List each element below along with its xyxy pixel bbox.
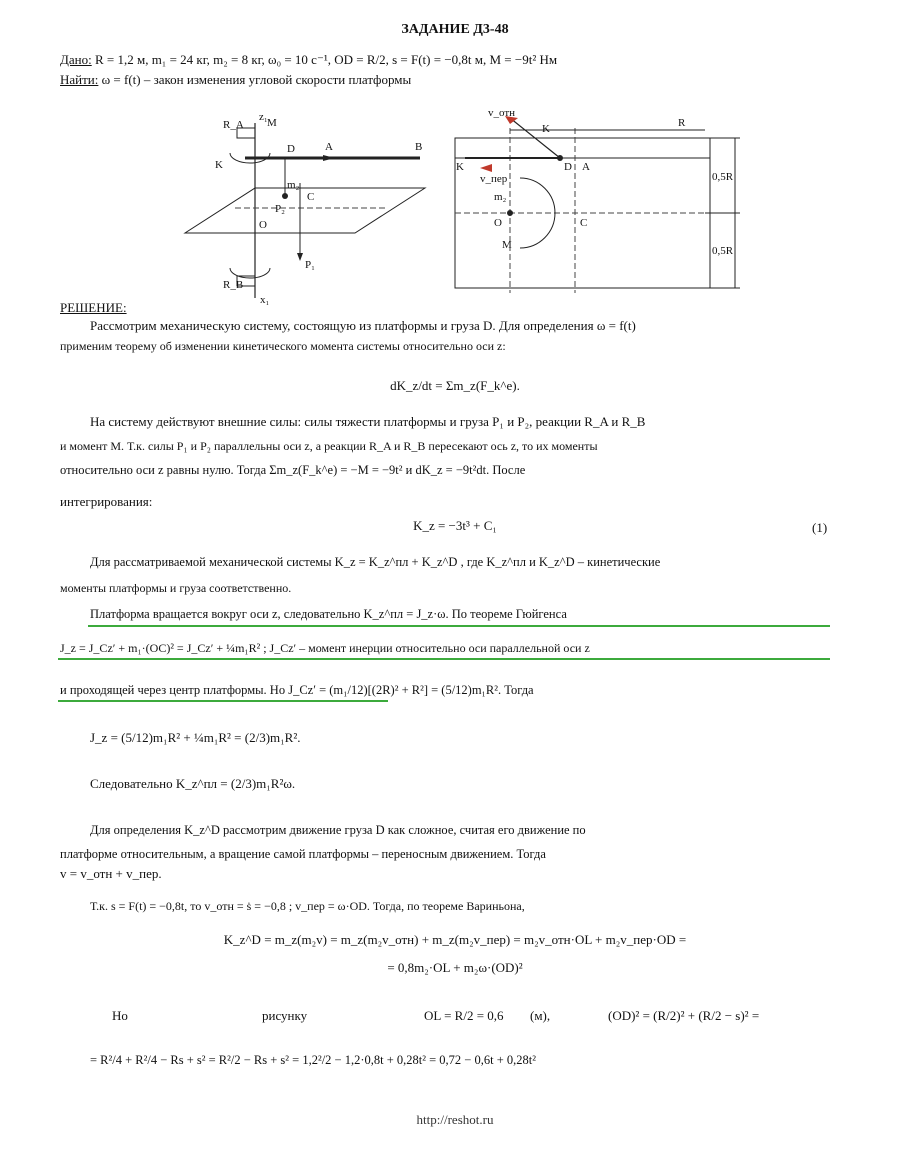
- text-line: рисунку: [262, 1008, 308, 1023]
- fig2-label: D: [564, 161, 572, 173]
- formula-line: J_z = (5/12)m₁R² + ¼m₁R² = (2/3)m₁R².: [90, 730, 301, 745]
- find-text: ω = f(t) – закон изменения угловой скорости платформы: [101, 72, 412, 87]
- fig1-label: P₁: [305, 259, 315, 271]
- text-line: Платформа вращается вокруг оси z, следовательно K_z^пл = J_z·ω. По теореме Гюйгенса: [90, 607, 567, 621]
- find-label: Найти:: [60, 72, 99, 87]
- text-line: На систему действуют внешние силы: силы тяжести платформы и груза P₁ и P₂, реакции R_A и R_B: [90, 414, 646, 429]
- fig1-label: D: [287, 143, 295, 155]
- formula-line: v = v_отн + v_пер.: [60, 866, 162, 881]
- text-line: Для определения K_z^D рассмотрим движение груза D как сложное, считая его движение по: [90, 823, 586, 837]
- figure-platform-3d: [175, 108, 435, 308]
- highlight-underline: [58, 700, 388, 702]
- formula-line: K_z = −3t³ + C₁: [413, 518, 497, 533]
- formula-line: (OD)² = (R/2)² + (R/2 − s)² =: [608, 1008, 760, 1023]
- fig2-label: K: [542, 123, 550, 135]
- fig1-label: C: [307, 191, 315, 203]
- highlight-underline: [58, 658, 830, 660]
- fig1-label: m₂: [287, 179, 300, 191]
- text-line: J_z = J_Cz′ + m₁·(OC)² = J_Cz′ + ¼m₁R² ; J_Cz′ – момент инерции относительно оси параллельной оси z: [60, 641, 590, 655]
- solution-label: РЕШЕНИЕ:: [60, 300, 127, 315]
- text-line: Для рассматриваемой механической системы K_z = K_z^пл + K_z^D , где K_z^пл и K_z^D – кинетические: [90, 555, 661, 569]
- footer-url[interactable]: http://reshot.ru: [416, 1112, 494, 1127]
- formula-line: OL = R/2 = 0,6: [424, 1008, 504, 1023]
- formula-line: = 0,8m₂·OL + m₂ω·(OD)²: [387, 960, 523, 975]
- formula-line: dK_z/dt = Σm_z(F_k^e).: [390, 378, 520, 393]
- fig2-label: R: [678, 117, 686, 129]
- text-line: Т.к. s = F(t) = −0,8t, то v_отн = ṡ = −0,8 ; v_пер = ω·OD. Тогда, по теореме Вариньона,: [90, 899, 525, 913]
- fig1-label: K: [215, 159, 223, 171]
- fig2-label: M: [502, 239, 512, 251]
- fig2-label: A: [582, 161, 590, 173]
- figure-platform-top: [450, 108, 740, 298]
- fig2-label: v_отн: [488, 108, 516, 119]
- text-line: применим теорему об изменении кинетического момента системы относительно оси z:: [60, 339, 506, 353]
- text-line: Но: [112, 1008, 128, 1023]
- fig1-label: B: [415, 141, 423, 153]
- fig2-label: m₂: [494, 191, 507, 203]
- text-line: Рассмотрим механическую систему, состоящую из платформы и груза D. Для определения ω = f(t): [90, 318, 636, 333]
- highlight-underline: [88, 625, 830, 627]
- fig2-label: K: [456, 161, 464, 173]
- formula-line: K_z^D = m_z(m₂v) = m_z(m₂v_отн) + m_z(m₂v_пер) = m₂v_отн·OL + m₂v_пер·OD =: [223, 932, 687, 947]
- text-line: и проходящей через центр платформы. Но J_Cz′ = (m₁/12)[(2R)² + R²] = (5/12)m₁R². Тогда: [60, 683, 534, 697]
- text-line: относительно оси z равны нулю. Тогда Σm_z(F_k^e) = −M = −9t² и dK_z = −9t²dt. После: [60, 463, 526, 477]
- fig1-label: A: [325, 141, 333, 153]
- formula-line: = R²/4 + R²/4 − Rs + s² = R²/2 − Rs + s² = 1,2²/2 − 1,2·0,8t + 0,28t² = 0,72 − 0,6t + 0,28t²: [90, 1053, 536, 1067]
- fig1-label: R_B: [223, 279, 244, 291]
- text-line: моменты платформы и груза соответственно.: [60, 581, 292, 595]
- text-line: (м),: [530, 1008, 551, 1023]
- fig1-label: x₁: [260, 294, 270, 306]
- text-line: интегрирования:: [60, 494, 153, 509]
- fig1-label: R_A: [223, 119, 244, 131]
- fig2-label: 0,5R: [712, 245, 734, 257]
- fig1-label: M: [267, 117, 277, 129]
- fig2-label: C: [580, 217, 588, 229]
- page-title: ЗАДАНИЕ Д3-48: [401, 22, 509, 37]
- find-line: [60, 72, 411, 88]
- fig1-label: O: [259, 219, 267, 231]
- fig2-label: v_пер: [480, 173, 508, 185]
- fig2-label: O: [494, 217, 502, 229]
- formula-line: Следовательно K_z^пл = (2/3)m₁R²ω.: [90, 776, 296, 791]
- fig1-label: z₁: [259, 111, 268, 123]
- given-label: Дано:: [60, 52, 92, 67]
- text-line: и момент M. Т.к. силы P₁ и P₂ параллельны оси z, а реакции R_A и R_B пересекают ось z, то их моменты: [60, 439, 598, 453]
- given-text: R = 1,2 м, m₁ = 24 кг, m₂ = 8 кг, ω₀ = 10 с⁻¹, OD = R/2, s = F(t) = −0,8t м, M = −9t² Нм: [94, 52, 558, 67]
- fig2-label: 0,5R: [712, 171, 734, 183]
- text-line: платформе относительным, а вращение самой платформы – переносным движением. Тогда: [60, 847, 546, 861]
- fig1-label: P₂: [275, 203, 285, 215]
- equation-number: (1): [812, 520, 828, 535]
- given-line: [60, 52, 557, 68]
